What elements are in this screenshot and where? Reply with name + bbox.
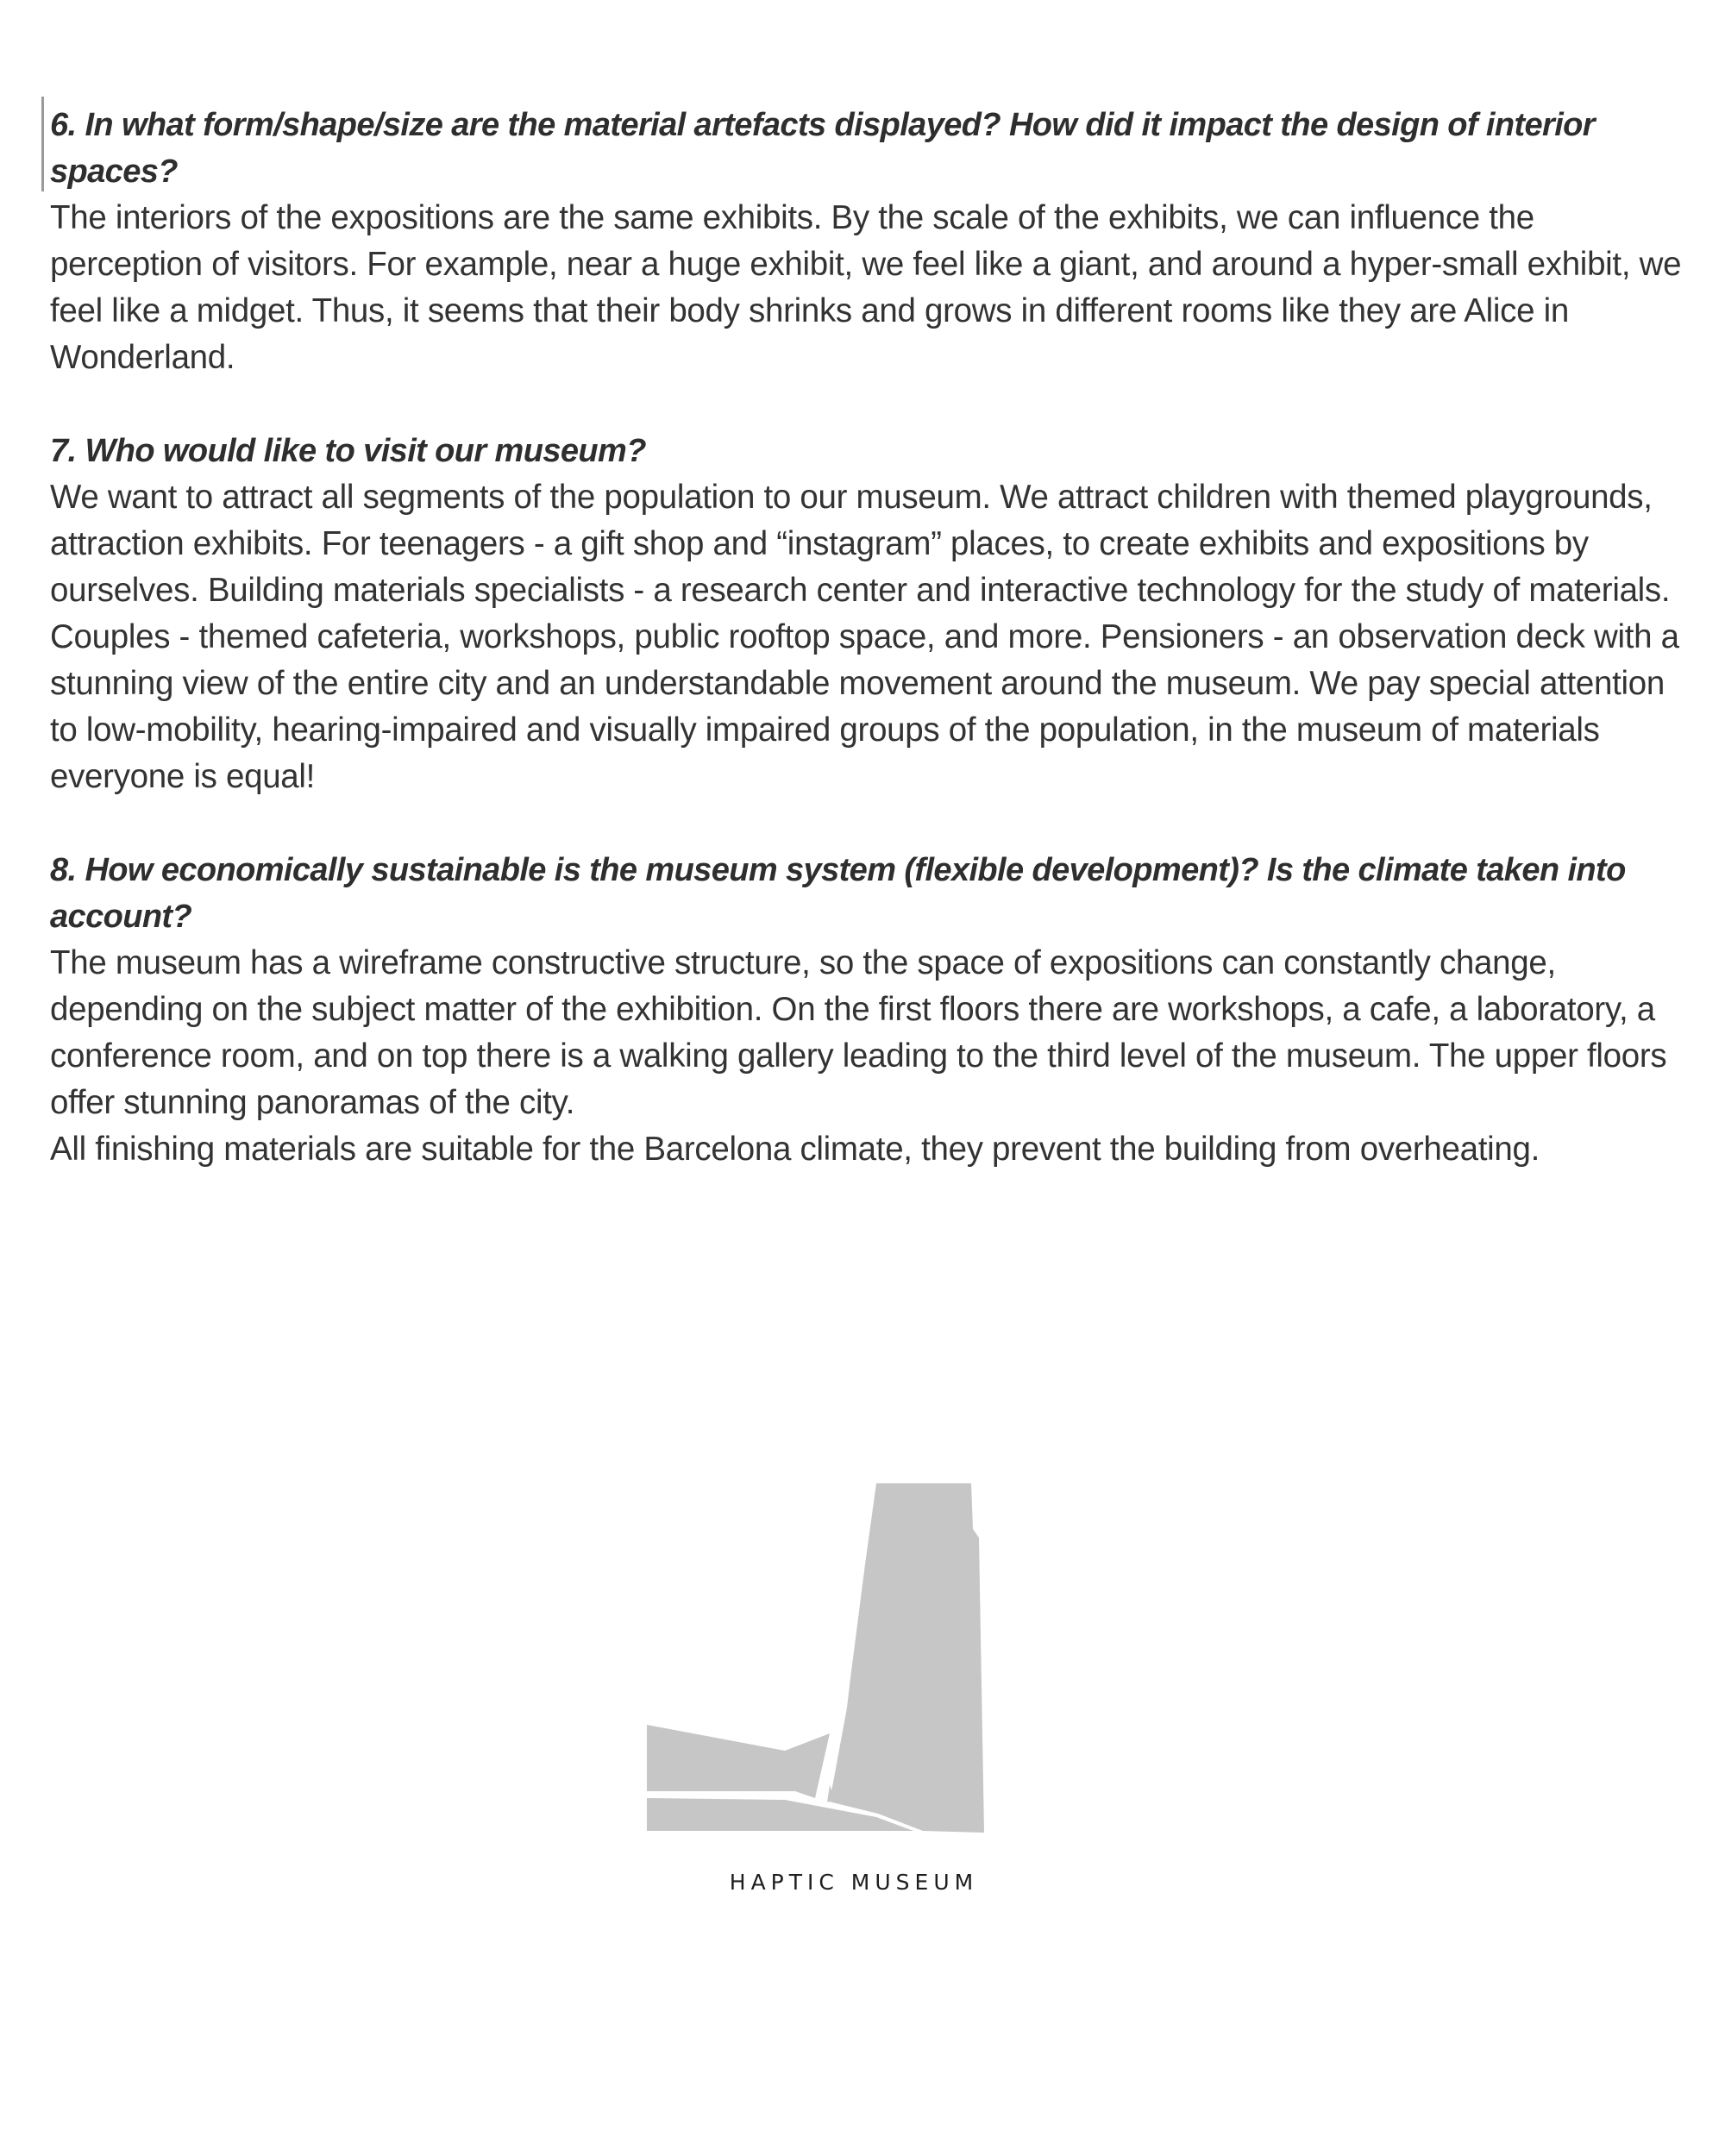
answer-8-paragraph-2: All finishing materials are suitable for the Barcelona climate, they prevent the building from overheating. — [50, 1131, 1540, 1168]
answer-8-paragraph-1: The museum has a wireframe constructive structure, so the space of expositions can constantly change, depending on the subject matter of the exhibition. On the first floors there are workshops, a cafe, a laboratory, a conference room, and on top there is a walking gallery leading to the third level of the museum. The upper floors offer stunning panoramas of the city. — [50, 944, 1667, 1121]
question-6: 6. In what form/shape/size are the material artefacts displayed? How did it impact the design of interior spaces? — [50, 107, 1595, 190]
section-6 — [50, 102, 1689, 381]
haptic-museum-logo — [638, 1475, 1000, 1837]
logo-caption: HAPTIC MUSEUM — [729, 1870, 979, 1895]
answer-6: The interiors of the expositions are the same exhibits. By the scale of the exhibits, we can influence the perception of visitors. For example, near a huge exhibit, we feel like a giant, and around a hyper-small exhibit, we feel like a midget. Thus, it seems that their body shrinks and grows in different rooms like they are Alice in Wonderland. — [50, 199, 1682, 376]
document-body — [50, 102, 1689, 1219]
logo-low-block-shape — [647, 1725, 830, 1798]
logo-tower-shape — [827, 1483, 984, 1833]
text-cursor-bar — [41, 97, 44, 191]
question-8: 8. How economically sustainable is the museum system (flexible development)? Is the climate taken into account? — [50, 852, 1626, 935]
section-8 — [50, 847, 1689, 1173]
question-7: 7. Who would like to visit our museum? — [50, 433, 646, 469]
answer-7: We want to attract all segments of the population to our museum. We attract children with themed playgrounds, attraction exhibits. For teenagers - a gift shop and “instagram” places, to create exhibits and expositions by ourselves. Building materials specialists - a research center and interactive technology for the study of materials. Couples - themed cafeteria, workshops, public rooftop space, and more. Pensioners - an observation deck with a stunning view of the entire city and an understandable movement around the museum. We pay special attention to low-mobility, hearing-impaired and visually impaired groups of the population, in the museum of materials everyone is equal! — [50, 479, 1679, 795]
building-silhouette-icon — [638, 1475, 1000, 1837]
section-7 — [50, 428, 1689, 800]
